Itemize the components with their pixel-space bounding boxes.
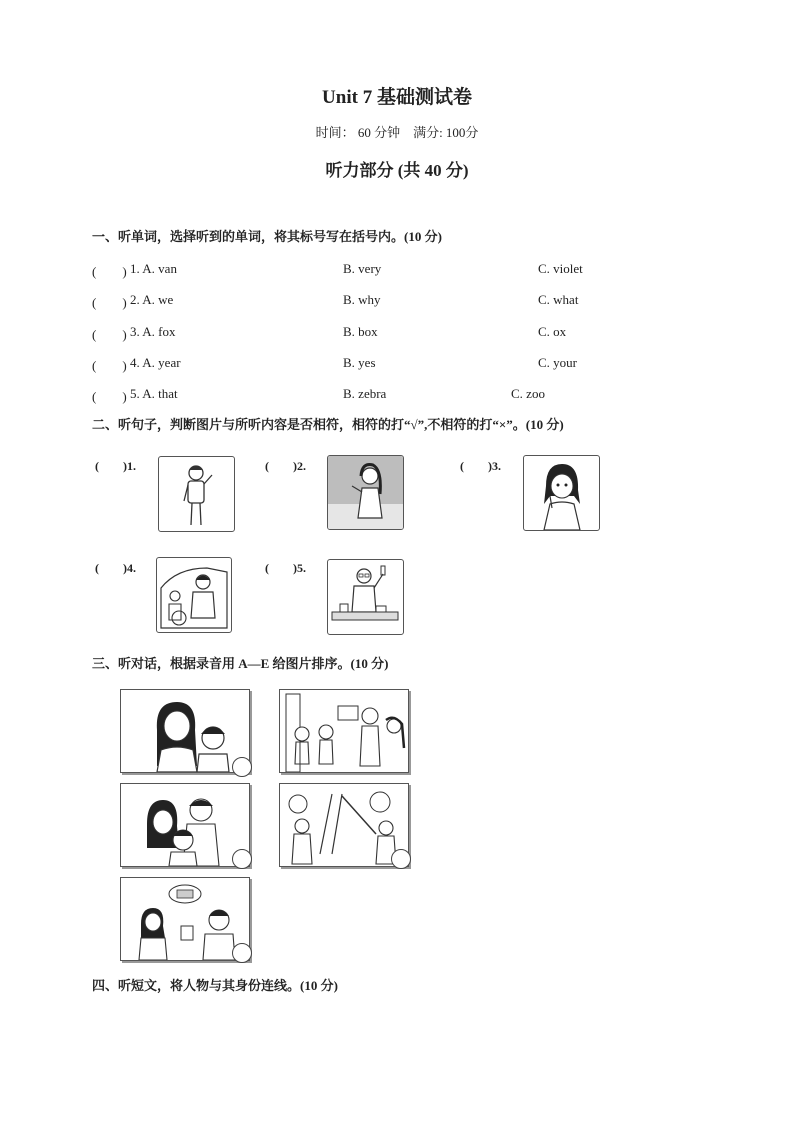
option-c: C. what <box>538 292 579 307</box>
question-row <box>92 355 692 373</box>
picture-scientist <box>327 559 404 635</box>
picture-girl-boy-photo <box>120 877 250 961</box>
order-circle[interactable] <box>232 943 252 963</box>
listening-part-title: 听力部分 (共 40 分) <box>325 161 469 180</box>
picture-boy-waving <box>158 456 235 532</box>
question-row <box>92 324 692 342</box>
judge-label-5[interactable]: ( )5. <box>265 561 306 575</box>
picture-mother-and-boy <box>120 689 250 773</box>
answer-blank[interactable]: ( ) <box>92 264 127 279</box>
answer-blank[interactable]: ( ) <box>92 358 127 373</box>
order-circle[interactable] <box>232 757 252 777</box>
picture-playground-slide <box>279 783 409 867</box>
judge-label-4[interactable]: ( )4. <box>95 561 136 575</box>
option-b: B. why <box>343 292 381 307</box>
answer-blank[interactable]: ( ) <box>92 327 127 342</box>
picture-girl-thinking <box>523 455 600 531</box>
section2-heading: 二、听句子，判断图片与所听内容是否相符，相符的打“√”,不相符的打“×”。(10 分) <box>92 417 564 432</box>
option-b: B. yes <box>343 355 376 370</box>
option-a: 1. A. van <box>130 261 177 276</box>
section3-heading: 三、听对话，根据录音用 A—E 给图片排序。(10 分) <box>92 656 389 671</box>
order-circle[interactable] <box>391 849 411 869</box>
judge-label-3[interactable]: ( )3. <box>460 459 501 473</box>
judge-label-1[interactable]: ( )1. <box>95 459 136 473</box>
section4-heading: 四、听短文，将人物与其身份连线。(10 分) <box>92 978 338 993</box>
picture-family-portrait <box>120 783 250 867</box>
option-a: 5. A. that <box>130 386 178 401</box>
option-c: C. violet <box>538 261 583 276</box>
picture-family-greeting <box>279 689 409 773</box>
picture-girl-teacher <box>327 455 404 530</box>
answer-blank[interactable]: ( ) <box>92 389 127 404</box>
option-b: B. zebra <box>343 386 387 401</box>
question-row <box>92 292 692 310</box>
exam-info: 时间： 60 分钟 满分: 100分 <box>315 125 479 140</box>
picture-family-in-car <box>156 557 232 633</box>
option-b: B. very <box>343 261 382 276</box>
section1-heading: 一、听单词，选择听到的单词，将其标号写在括号内。(10 分) <box>92 229 442 244</box>
option-a: 2. A. we <box>130 292 174 307</box>
question-row <box>92 386 692 404</box>
option-b: B. box <box>343 324 378 339</box>
option-c: C. zoo <box>511 386 545 401</box>
order-circle[interactable] <box>232 849 252 869</box>
answer-blank[interactable]: ( ) <box>92 295 127 310</box>
option-c: C. your <box>538 355 577 370</box>
option-a: 4. A. year <box>130 355 181 370</box>
option-c: C. ox <box>538 324 567 339</box>
question-row <box>92 261 692 279</box>
option-a: 3. A. fox <box>130 324 176 339</box>
page-title: Unit 7 基础测试卷 <box>322 87 472 108</box>
judge-label-2[interactable]: ( )2. <box>265 459 306 473</box>
